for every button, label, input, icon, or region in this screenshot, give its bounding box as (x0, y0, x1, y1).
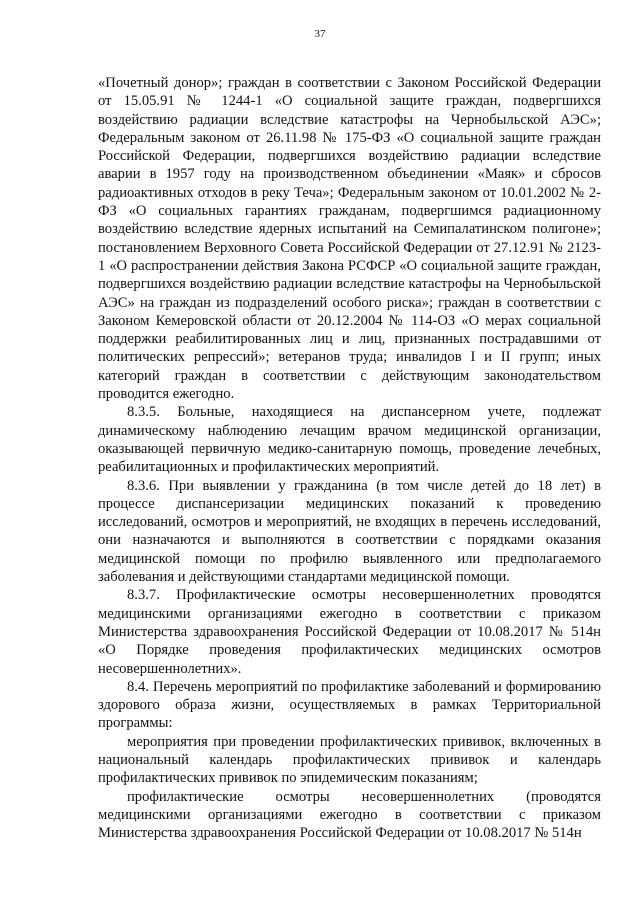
paragraph-8-4: 8.4. Перечень мероприятий по профилактике заболеваний и формированию здорового образа жизни, осуществляемых в рамках Территориальной программы: (98, 678, 601, 732)
page-number: 37 (314, 28, 326, 40)
paragraph-8-3-7: 8.3.7. Профилактические осмотры несовершеннолетних проводятся медицинскими организациями ежегодно в соответствии с приказом Министерства здравоохранения Российской Федерации от 10.08.2017 № 514н «О Порядке проведения профилактических медицинских осмотров несовершеннолетних». (98, 587, 601, 677)
paragraph-8-3-6: 8.3.6. При выявлении у гражданина (в том числе детей до 18 лет) в процессе диспансеризации медицинских показаний к проведению исследований, осмотров и мероприятий, не входящих в перечень исследований, они назначаются и выполняются в соответствии с порядками оказания медицинской помощи по профилю выявленного или предполагаемого заболевания и действующими стандартами медицинской помощи. (98, 477, 601, 586)
list-item-preventive-exams: профилактические осмотры несовершеннолетних (проводятся медицинскими организациями ежегодно в соответствии с приказом Министерства здравоохранения Российской Федерации от 10.08.2017 № 514н (98, 788, 601, 842)
list-item-vaccination: мероприятия при проведении профилактических прививок, включенных в национальный календарь профилактических прививок и календарь профилактических прививок по эпидемическим показаниям; (98, 733, 601, 787)
paragraph-8-3-5: 8.3.5. Больные, находящиеся на диспансерном учете, подлежат динамическому наблюдению лечащим врачом медицинской организации, оказывающей первичную медико-санитарную помощь, проведение лечебных, реабилитационных и профилактических мероприятий. (98, 404, 601, 476)
document-body (98, 74, 601, 842)
paragraph-continuation: «Почетный донор»; граждан в соответствии с Законом Российской Федерации от 15.05.91 № 1244-1 «О социальной защите граждан, подвергшихся воздействию радиации вследствие катастрофы на Чернобыльской АЭС»; Федеральным законом от 26.11.98 № 175-ФЗ «О социальной защите граждан Российской Федерации, подвергшихся воздействию радиации вследствие аварии в 1957 году на производственном объединении «Маяк» и сбросов радиоактивных отходов в реку Теча»; Федеральным законом от 10.01.2002 № 2-ФЗ «О социальных гарантиях гражданам, подвергшимся радиационному воздействию вследствие ядерных испытаний на Семипалатинском полигоне»; постановлением Верховного Совета Российской Федерации от 27.12.91 № 2123-1 «О распространении действия Закона РСФСР «О социальной защите граждан, подвергшихся воздействию радиации вследствие катастрофы на Чернобыльской АЭС» на граждан из подразделений особого риска»; граждан в соответствии с Законом Кемеровской области от 20.12.2004 № 114-ОЗ «О мерах социальной поддержки реабилитированных лиц и лиц, признанных пострадавшими от политических репрессий»; ветеранов труда; инвалидов I и II групп; иных категорий граждан в соответствии с действующим законодательством проводится ежегодно. (98, 75, 601, 403)
